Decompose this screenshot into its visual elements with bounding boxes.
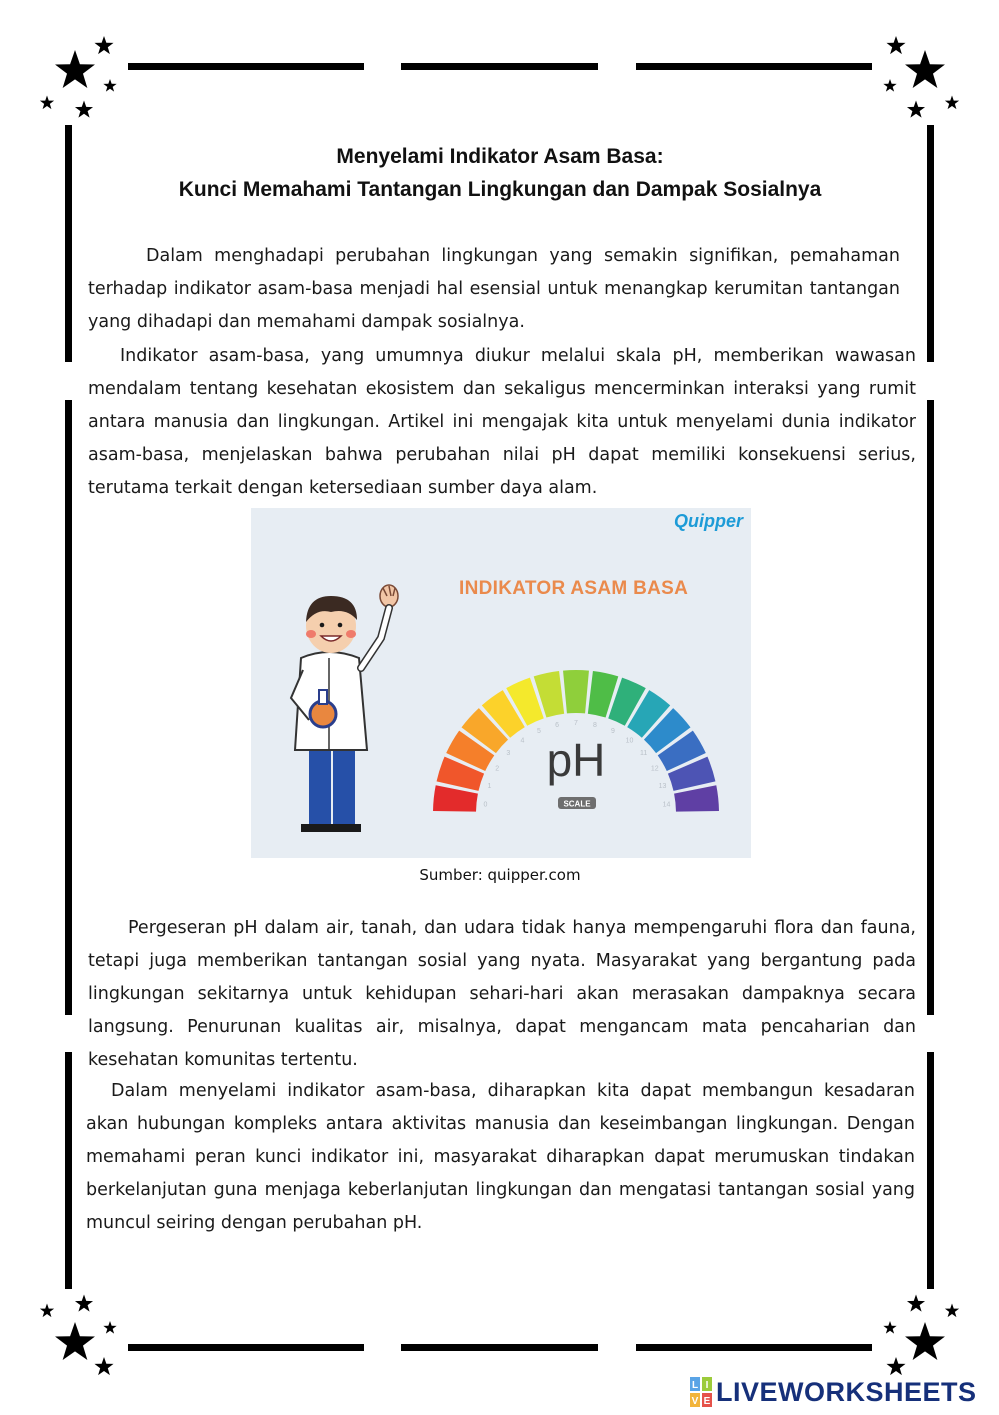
ph-tick-label: 4: [520, 737, 525, 745]
ph-tick-label: 7: [574, 720, 578, 727]
frame-left-bar-bottom: [65, 1052, 72, 1289]
liveworksheets-logo[interactable]: [690, 1376, 977, 1408]
title-line-2: Kunci Memahami Tantangan Lingkungan dan Dampak Sosialnya: [178, 178, 822, 201]
paragraph-4: Dalam menyelami indikator asam-basa, diharapkan kita dapat membangun kesadaran akan hubungan kompleks antara aktivitas manusia dan keseimbangan lingkungan. Dengan memahami peran kunci indikator ini, masyarakat diharapkan dapat merumuskan tindakan berkelanjutan guna menjaga keberlanjutan lingkungan dan mengatasi tantangan sosial yang muncul seiring dengan perubahan pH.: [86, 1081, 915, 1233]
quipper-logo: Quipper: [673, 511, 743, 531]
raised-hand-icon: [380, 585, 398, 607]
ph-gauge-segment: [563, 670, 589, 713]
page-title: [60, 140, 940, 206]
scientist-illustration-icon: [271, 578, 431, 848]
ph-tick-label: 1: [487, 782, 492, 790]
ph-symbol: pH: [546, 734, 606, 786]
frame-top-bar-left: [128, 63, 364, 70]
frame-top-bar-middle: [401, 63, 598, 70]
frame-right-bar-middle: [927, 400, 934, 1015]
liveworksheets-logo-text: LIVEWORKSHEETS: [716, 1376, 977, 1407]
paragraph-3: Pergeseran pH dalam air, tanah, dan udara tidak hanya mempengaruhi flora dan fauna, tetapi juga memberikan tantangan sosial yang nyata. Masyarakat yang bergantung pada lingkungan sekitarnya untuk kehidupan sehari-hari akan merasakan dampaknya secara langsung. Penurunan kualitas air, misalnya, dapat mengancam mata pencaharian dan kesehatan komunitas tertentu.: [88, 918, 916, 1070]
corner-stars-top-right-icon: [859, 0, 999, 130]
paragraph-2: Indikator asam-basa, yang umumnya diukur melalui skala pH, memberikan wawasan mendalam tentang kesehatan ekosistem dan sekaligus mencerminkan interaksi yang rumit antara manusia dan lingkungan. Artikel ini mengajak kita untuk menyelami dunia indikator asam-basa, menjelaskan bahwa perubahan nilai pH dapat memiliki konsekuensi serius, terutama terkait dengan ketersediaan sumber daya alam.: [88, 346, 916, 498]
corner-stars-bottom-left-icon: [0, 1285, 140, 1415]
svg-text:L: L: [691, 1380, 699, 1391]
ph-tick-label: 12: [650, 765, 659, 773]
paragraph-1: Dalam menghadapi perubahan lingkungan yang semakin signifikan, pemahaman terhadap indikator asam-basa menjadi hal esensial untuk menangkap kerumitan tantangan yang dihadapi dan memahami dampak sosialnya.: [88, 246, 900, 332]
ph-tick-label: 2: [495, 765, 500, 773]
frame-top-bar-right: [636, 63, 872, 70]
frame-bottom-bar-middle: [401, 1344, 598, 1351]
ph-tick-label: 13: [658, 782, 667, 790]
ph-tick-label: 14: [662, 801, 671, 809]
svg-text:I: I: [705, 1380, 709, 1391]
frame-right-bar-bottom: [927, 1052, 934, 1289]
frame-bottom-bar-left: [128, 1344, 364, 1351]
ph-gauge: [431, 658, 721, 818]
liveworksheets-logo-icon: [690, 1377, 712, 1407]
corner-stars-top-left-icon: [0, 0, 140, 130]
ph-tick-label: 3: [506, 750, 511, 758]
title-line-1: Menyelami Indikator Asam Basa:: [336, 145, 664, 168]
scale-label: SCALE: [563, 799, 591, 809]
svg-text:E: E: [703, 1396, 711, 1407]
svg-text:V: V: [691, 1396, 699, 1407]
ph-tick-label: 11: [639, 750, 648, 758]
ph-scale-illustration: [251, 508, 751, 858]
ph-tick-label: 5: [537, 727, 541, 735]
ph-tick-label: 9: [611, 727, 615, 735]
figure-title: INDIKATOR ASAM BASA: [459, 578, 689, 599]
frame-bottom-bar-right: [636, 1344, 872, 1351]
ph-tick-label: 8: [592, 721, 597, 729]
figure-caption: Sumber: quipper.com: [419, 866, 581, 884]
ph-tick-label: 0: [483, 801, 488, 809]
ph-tick-label: 10: [625, 737, 634, 745]
ph-tick-label: 6: [555, 721, 560, 729]
frame-left-bar-middle: [65, 400, 72, 1015]
